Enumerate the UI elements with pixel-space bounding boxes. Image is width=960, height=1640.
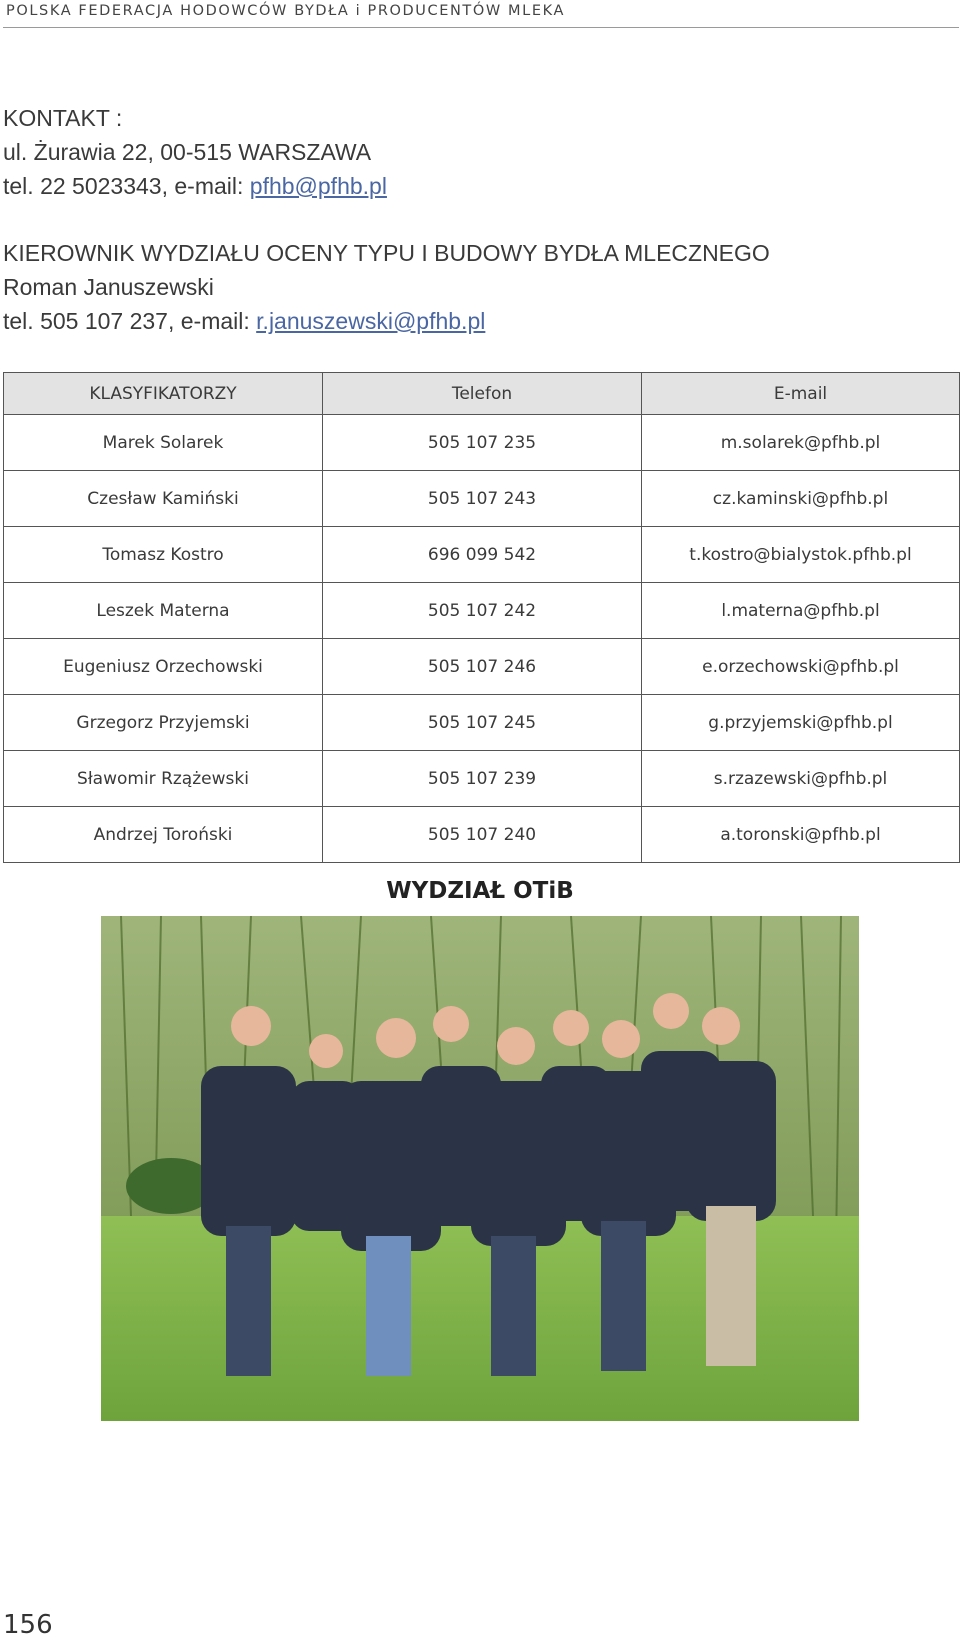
row-name: Leszek Materna bbox=[4, 583, 323, 639]
contact-label: KONTAKT : bbox=[3, 105, 123, 131]
table-row bbox=[4, 471, 960, 527]
table-row bbox=[4, 583, 960, 639]
manager-role: KIEROWNIK WYDZIAŁU OCENY TYPU I BUDOWY BYDŁA MLECZNEGO bbox=[3, 240, 770, 266]
row-phone: 505 107 242 bbox=[323, 583, 642, 639]
manager-name: Roman Januszewski bbox=[3, 274, 214, 300]
classifiers-table bbox=[3, 372, 960, 863]
row-email: s.rzazewski@pfhb.pl bbox=[642, 751, 960, 807]
row-name: Andrzej Toroński bbox=[4, 807, 323, 863]
row-name: Marek Solarek bbox=[4, 415, 323, 471]
row-email: t.kostro@bialystok.pfhb.pl bbox=[642, 527, 960, 583]
page-header bbox=[3, 0, 959, 28]
contact-address: ul. Żurawia 22, 00-515 WARSZAWA bbox=[3, 139, 372, 165]
contact-block bbox=[3, 101, 770, 338]
row-phone: 505 107 246 bbox=[323, 639, 642, 695]
page-number: 156 bbox=[3, 1610, 53, 1640]
row-phone: 505 107 240 bbox=[323, 807, 642, 863]
team-photo bbox=[101, 916, 859, 1421]
row-email: e.orzechowski@pfhb.pl bbox=[642, 639, 960, 695]
table-row bbox=[4, 527, 960, 583]
column-header-phone: Telefon bbox=[323, 373, 642, 415]
table-row bbox=[4, 415, 960, 471]
organization-title: POLSKA FEDERACJA HODOWCÓW BYDŁA i PRODUCENTÓW MLEKA bbox=[6, 3, 565, 19]
spacer bbox=[3, 203, 770, 236]
contact-phone: tel. 22 5023343, e-mail: bbox=[3, 173, 250, 199]
row-name: Eugeniusz Orzechowski bbox=[4, 639, 323, 695]
column-header-classifiers: KLASYFIKATORZY bbox=[4, 373, 323, 415]
manager-email-link[interactable]: r.januszewski@pfhb.pl bbox=[256, 308, 486, 334]
row-phone: 505 107 235 bbox=[323, 415, 642, 471]
row-phone: 696 099 542 bbox=[323, 527, 642, 583]
row-name: Czesław Kamiński bbox=[4, 471, 323, 527]
manager-phone-line bbox=[3, 304, 770, 338]
row-phone: 505 107 243 bbox=[323, 471, 642, 527]
contact-phone-line bbox=[3, 169, 770, 203]
photo-title: WYDZIAŁ OTiB bbox=[386, 878, 574, 904]
table-row bbox=[4, 695, 960, 751]
row-name: Grzegorz Przyjemski bbox=[4, 695, 323, 751]
table-row bbox=[4, 751, 960, 807]
row-email: l.materna@pfhb.pl bbox=[642, 583, 960, 639]
row-name: Sławomir Rzążewski bbox=[4, 751, 323, 807]
table-row bbox=[4, 639, 960, 695]
row-email: m.solarek@pfhb.pl bbox=[642, 415, 960, 471]
manager-phone: tel. 505 107 237, e-mail: bbox=[3, 308, 257, 334]
row-name: Tomasz Kostro bbox=[4, 527, 323, 583]
row-email: a.toronski@pfhb.pl bbox=[642, 807, 960, 863]
column-header-email: E-mail bbox=[642, 373, 960, 415]
row-phone: 505 107 245 bbox=[323, 695, 642, 751]
contact-email-link[interactable]: pfhb@pfhb.pl bbox=[249, 173, 387, 199]
row-email: cz.kaminski@pfhb.pl bbox=[642, 471, 960, 527]
row-email: g.przyjemski@pfhb.pl bbox=[642, 695, 960, 751]
table-header-row bbox=[4, 373, 960, 415]
table-row bbox=[4, 807, 960, 863]
team-photo-illustration bbox=[101, 916, 859, 1421]
row-phone: 505 107 239 bbox=[323, 751, 642, 807]
